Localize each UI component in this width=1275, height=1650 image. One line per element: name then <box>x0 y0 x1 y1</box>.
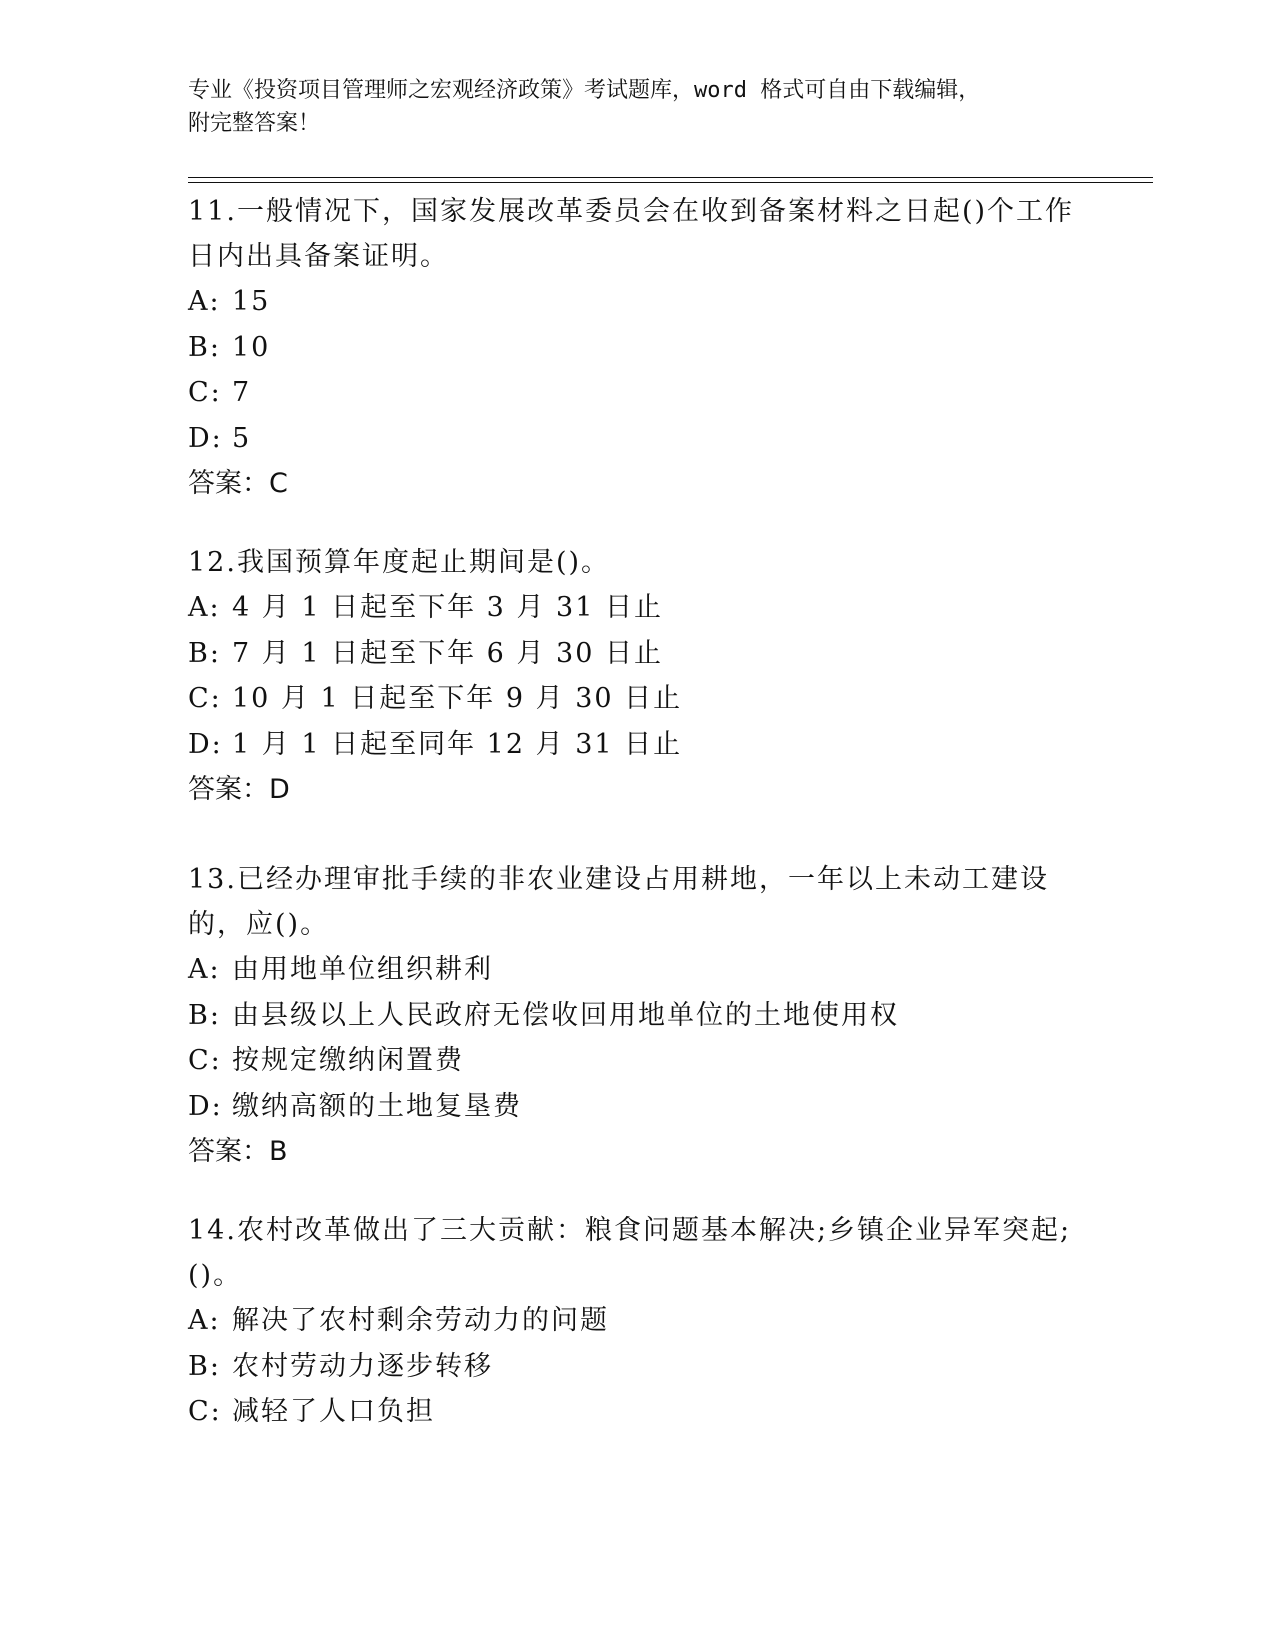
option-text: 15 <box>232 286 271 317</box>
header-line-2: 附完整答案！ <box>188 111 321 136</box>
option-c <box>188 676 1088 722</box>
option-letter: D: <box>188 728 223 760</box>
option-b <box>188 1344 1088 1390</box>
option-letter: D: <box>188 422 223 454</box>
answer: 答案：C <box>188 468 288 499</box>
option-b <box>188 631 1088 677</box>
option-a <box>188 1298 1088 1344</box>
option-text: 10 月 1 日起至下年 9 月 30 日止 <box>232 683 683 714</box>
question-13 <box>188 857 1088 1174</box>
option-c <box>188 1389 1088 1435</box>
question-12 <box>188 540 1088 812</box>
option-letter: B: <box>188 637 221 669</box>
option-text: 4 月 1 日起至下年 3 月 31 日止 <box>232 592 663 623</box>
header-divider-bottom <box>188 182 1153 183</box>
option-letter: C: <box>188 1396 222 1427</box>
option-letter: C: <box>188 683 222 714</box>
question-stem: 12.我国预算年度起止期间是()。 <box>188 547 611 578</box>
question-stem: 14.农村改革做出了三大贡献：粮食问题基本解决;乡镇企业异军突起;()。 <box>188 1215 1072 1291</box>
option-a <box>188 279 1088 325</box>
option-letter: C: <box>188 377 222 408</box>
option-letter: A: <box>188 592 221 623</box>
option-d <box>188 1084 1088 1130</box>
header-line-1: 专业《投资项目管理师之宏观经济政策》考试题库，word 格式可自由下载编辑， <box>188 78 981 103</box>
option-text: 5 <box>232 422 252 454</box>
option-letter: A: <box>188 954 221 985</box>
option-letter: D: <box>188 1090 223 1122</box>
question-14 <box>188 1208 1088 1435</box>
option-text: 由县级以上人民政府无偿收回用地单位的土地使用权 <box>232 999 899 1031</box>
option-text: 解决了农村剩余劳动力的问题 <box>232 1305 609 1336</box>
question-11 <box>188 189 1088 506</box>
option-b <box>188 325 1088 371</box>
question-stem: 13.已经办理审批手续的非农业建设占用耕地，一年以上未动工建设的，应()。 <box>188 864 1049 940</box>
answer: 答案：D <box>188 774 290 805</box>
option-c <box>188 370 1088 416</box>
option-b <box>188 993 1088 1039</box>
option-text: 缴纳高额的土地复垦费 <box>232 1090 522 1122</box>
option-letter: B: <box>188 999 221 1031</box>
option-letter: B: <box>188 1350 221 1382</box>
option-text: 减轻了人口负担 <box>232 1396 435 1427</box>
option-text: 10 <box>232 331 271 363</box>
option-text: 7 月 1 日起至下年 6 月 30 日止 <box>232 637 663 669</box>
option-letter: C: <box>188 1045 222 1076</box>
document-header <box>188 74 1068 140</box>
option-letter: A: <box>188 286 221 317</box>
option-text: 农村劳动力逐步转移 <box>232 1350 493 1382</box>
option-text: 按规定缴纳闲置费 <box>232 1045 464 1076</box>
option-text: 由用地单位组织耕利 <box>232 954 493 985</box>
question-stem: 11.一般情况下，国家发展改革委员会在收到备案材料之日起()个工作日内出具备案证明。 <box>188 196 1075 272</box>
answer: 答案：B <box>188 1136 288 1167</box>
option-c <box>188 1038 1088 1084</box>
option-a <box>188 947 1088 993</box>
header-divider-top <box>188 177 1153 178</box>
option-letter: A: <box>188 1305 221 1336</box>
option-text: 1 月 1 日起至同年 12 月 31 日止 <box>232 728 683 760</box>
option-d <box>188 722 1088 768</box>
option-d <box>188 416 1088 462</box>
option-text: 7 <box>232 377 252 408</box>
option-a <box>188 585 1088 631</box>
option-letter: B: <box>188 331 221 363</box>
